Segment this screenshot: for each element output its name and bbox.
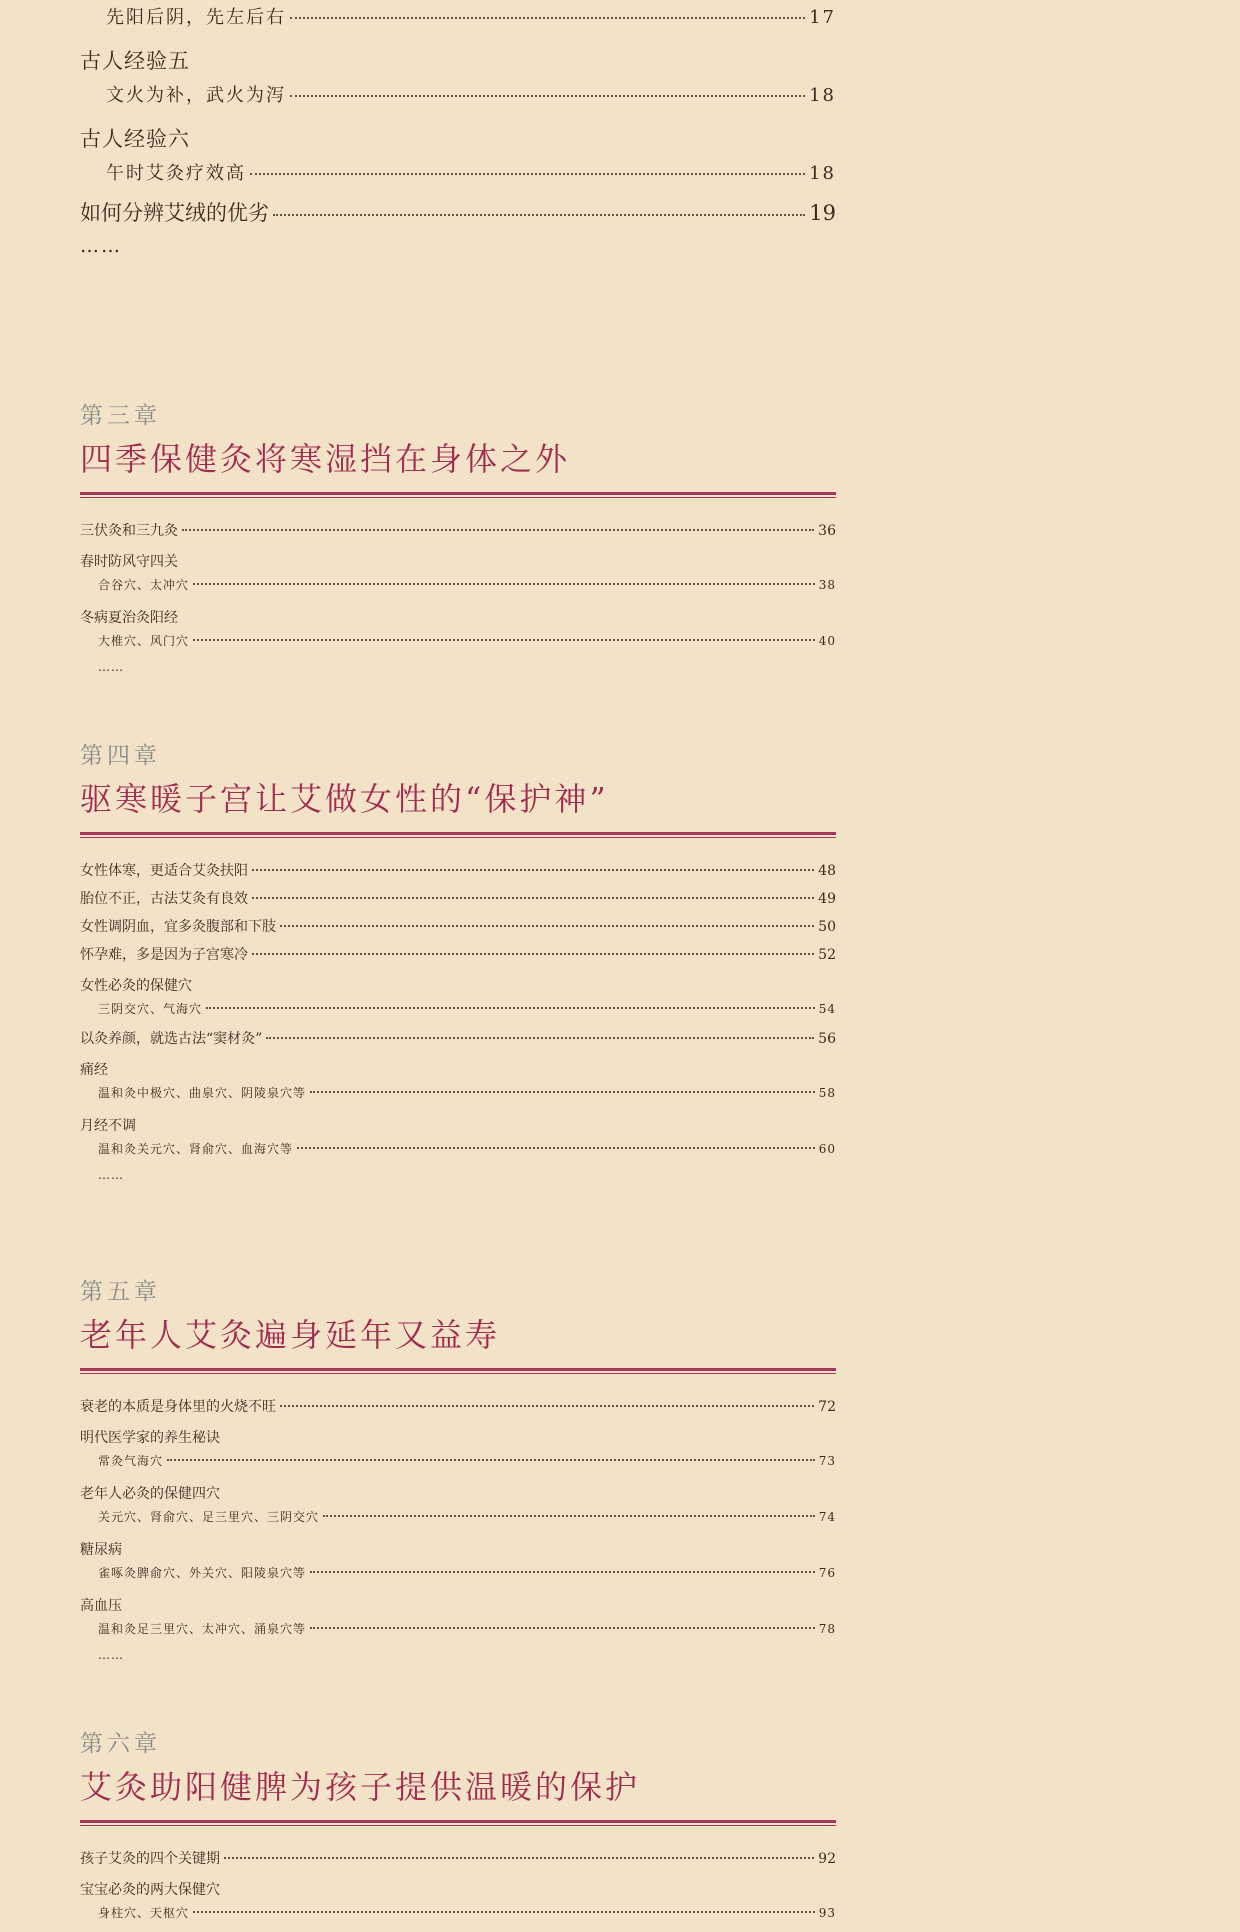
chapter-label: 第六章 [80, 1731, 161, 1757]
page-number: 58 [818, 1086, 836, 1100]
chapter-title: 驱寒暖子宫让艾做女性的“保护神” [80, 780, 609, 818]
leader-dots [206, 1007, 815, 1009]
more-ellipsis: …… [98, 1648, 124, 1662]
leader-dots [310, 1627, 815, 1629]
leader-dots [250, 173, 805, 175]
toc-heading: 糖尿病 [80, 1542, 122, 1558]
toc-heading: 宝宝必灸的两大保健穴 [80, 1882, 220, 1898]
page-number: 93 [818, 1906, 836, 1920]
leader-dots [280, 925, 814, 927]
entry-title: 胎位不正，古法艾灸有良效 [80, 891, 248, 907]
chapter-items [80, 1848, 836, 1932]
toc-entry[interactable] [80, 860, 836, 888]
toc-heading: 月经不调 [80, 1118, 136, 1134]
toc-entry[interactable] [80, 1620, 836, 1648]
page-number: 56 [818, 1031, 836, 1047]
leader-dots [193, 583, 815, 585]
page-number: 38 [818, 578, 836, 592]
chapter-title: 艾灸助阳健脾为孩子提供温暖的保护 [80, 1768, 641, 1806]
toc-entry[interactable] [80, 944, 836, 972]
toc-entry[interactable] [80, 1452, 836, 1480]
toc-entry[interactable] [80, 1396, 836, 1424]
chapter-title: 四季保健灸将寒湿挡在身体之外 [80, 440, 571, 478]
page-number: 49 [818, 891, 836, 907]
toc-heading: 明代医学家的养生秘诀 [80, 1430, 220, 1446]
leader-dots [224, 1857, 814, 1859]
toc-entry[interactable] [80, 1564, 836, 1592]
toc-heading: 老年人必灸的保健四穴 [80, 1486, 220, 1502]
more-ellipsis: …… [80, 235, 122, 257]
entry-title: 温和灸关元穴、肾俞穴、血海穴等 [98, 1142, 294, 1156]
toc-entry[interactable] [80, 3, 836, 41]
entry-title: 先阳后阴，先左后右 [106, 7, 286, 28]
leader-dots [252, 953, 814, 955]
leader-dots [252, 897, 814, 899]
entry-title: 如何分辨艾绒的优劣 [80, 201, 269, 225]
toc-entry[interactable] [80, 576, 836, 604]
toc-heading: 古人经验六 [80, 127, 190, 151]
toc-continuation [80, 0, 836, 265]
chapter-items [80, 520, 836, 680]
chapter-6 [80, 1726, 836, 1932]
leader-dots [280, 1405, 814, 1407]
page-number: 92 [818, 1851, 836, 1867]
toc-heading: 高血压 [80, 1598, 122, 1614]
entry-title: 女性调阴血，宜多灸腹部和下肢 [80, 919, 276, 935]
page-number: 52 [818, 947, 836, 963]
leader-dots [182, 529, 814, 531]
page-number: 36 [818, 523, 836, 539]
entry-title: 孩子艾灸的四个关键期 [80, 1851, 220, 1867]
entry-title: 文火为补，武火为泻 [106, 85, 286, 106]
chapter-rule [80, 492, 836, 498]
entry-title: 怀孕难，多是因为子宫寒冷 [80, 947, 248, 963]
page-number: 76 [818, 1566, 836, 1580]
chapter-title: 老年人艾灸遍身延年又益寿 [80, 1316, 501, 1354]
entry-title: 身柱穴、天枢穴 [98, 1906, 190, 1920]
toc-heading: 冬病夏治灸阳经 [80, 610, 178, 626]
page-number: 50 [818, 919, 836, 935]
toc-entry[interactable] [80, 1140, 836, 1168]
leader-dots [310, 1091, 815, 1093]
leader-dots [266, 1037, 814, 1039]
chapter-items [80, 1396, 836, 1668]
chapter-5 [80, 1274, 836, 1668]
page-number: 19 [809, 201, 836, 225]
entry-title: 女性体寒，更适合艾灸扶阳 [80, 863, 248, 879]
leader-dots [290, 17, 805, 19]
page-number: 74 [818, 1510, 836, 1524]
entry-title: 合谷穴、太冲穴 [98, 578, 190, 592]
entry-title: 常灸气海穴 [98, 1454, 164, 1468]
page-number: 48 [818, 863, 836, 879]
chapter-label: 第四章 [80, 743, 161, 769]
toc-heading: 痛经 [80, 1062, 108, 1078]
leader-dots [167, 1459, 815, 1461]
page-number: 73 [818, 1454, 836, 1468]
entry-title: 三阴交穴、气海穴 [98, 1002, 203, 1016]
toc-entry[interactable] [80, 1848, 836, 1876]
entry-title: 温和灸足三里穴、太冲穴、涌泉穴等 [98, 1622, 307, 1636]
page-number: 17 [809, 7, 836, 28]
more-ellipsis: …… [98, 1168, 124, 1182]
page-number: 60 [818, 1142, 836, 1156]
leader-dots [252, 869, 814, 871]
more-ellipsis: …… [98, 660, 124, 674]
toc-heading: 春时防风守四关 [80, 554, 178, 570]
page-number: 18 [809, 163, 836, 184]
toc-entry[interactable] [80, 520, 836, 548]
entry-title: 大椎穴、风门穴 [98, 634, 190, 648]
chapter-rule [80, 832, 836, 838]
page-number: 72 [818, 1399, 836, 1415]
toc-entry[interactable] [80, 888, 836, 916]
entry-title: 以灸养颜，就选古法“窦材灸” [80, 1031, 263, 1047]
entry-title: 温和灸中极穴、曲泉穴、阴陵泉穴等 [98, 1086, 307, 1100]
page-number: 54 [818, 1002, 836, 1016]
chapter-3 [80, 398, 836, 680]
toc-entry[interactable] [80, 1904, 836, 1932]
leader-dots [193, 639, 815, 641]
leader-dots [193, 1911, 815, 1913]
entry-title: 雀啄灸脾俞穴、外关穴、阳陵泉穴等 [98, 1566, 307, 1580]
toc-entry[interactable] [80, 1508, 836, 1536]
toc-entry[interactable] [80, 1084, 836, 1112]
page-number: 78 [818, 1622, 836, 1636]
page-number: 18 [809, 85, 836, 106]
leader-dots [273, 214, 805, 216]
chapter-items [80, 860, 836, 1188]
leader-dots [323, 1515, 815, 1517]
toc-entry[interactable] [80, 1000, 836, 1028]
leader-dots [310, 1571, 815, 1573]
chapter-4 [80, 738, 836, 1188]
entry-title: 午时艾灸疗效高 [106, 163, 246, 184]
toc-heading: 女性必灸的保健穴 [80, 978, 192, 994]
entry-title: 三伏灸和三九灸 [80, 523, 178, 539]
chapter-rule [80, 1820, 836, 1826]
chapter-label: 第三章 [80, 403, 161, 429]
toc-entry[interactable] [80, 632, 836, 660]
page-number: 40 [818, 634, 836, 648]
entry-title: 关元穴、肾俞穴、足三里穴、三阴交穴 [98, 1510, 320, 1524]
chapter-rule [80, 1368, 836, 1374]
leader-dots [290, 95, 805, 97]
toc-heading: 古人经验五 [80, 49, 190, 73]
leader-dots [297, 1147, 815, 1149]
toc-entry[interactable] [80, 1028, 836, 1056]
toc-entry[interactable] [80, 159, 836, 197]
entry-title: 衰老的本质是身体里的火烧不旺 [80, 1399, 276, 1415]
toc-entry[interactable] [80, 916, 836, 944]
toc-entry[interactable] [80, 81, 836, 119]
toc-entry[interactable] [80, 197, 836, 235]
chapter-label: 第五章 [80, 1279, 161, 1305]
